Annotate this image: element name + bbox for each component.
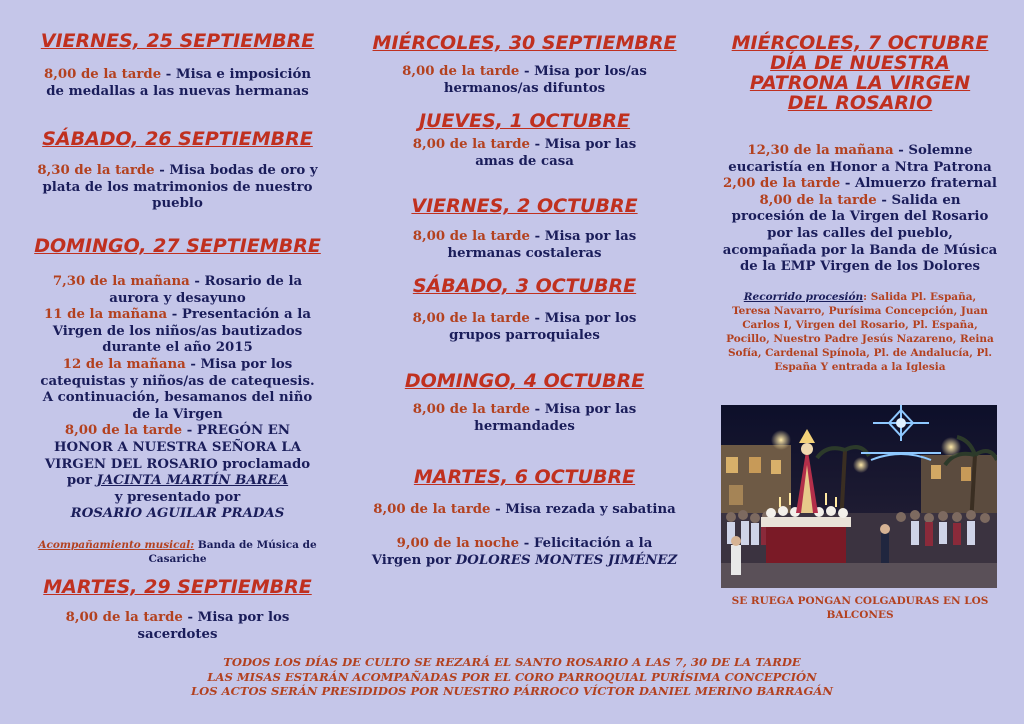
heading-martes-29: MARTES, 29 SEPTIEMBRE bbox=[43, 576, 312, 598]
event-viernes-25 bbox=[10, 67, 345, 100]
heading-line: MIÉRCOLES, 7 OCTUBRE bbox=[731, 32, 989, 54]
event-time: 2,00 de la tarde bbox=[723, 176, 841, 192]
event-time: 7,30 de la mañana bbox=[52, 274, 190, 289]
recorrido-text: Teresa Navarro, Purísima Concepción, Juan bbox=[732, 305, 988, 317]
event-martes-6-a bbox=[352, 502, 697, 519]
pregonera-name: JACINTA MARTÍN BAREA bbox=[96, 473, 289, 489]
event-time: 9,00 de la noche bbox=[396, 536, 520, 551]
procession-photo-illustration bbox=[721, 405, 997, 588]
heading-domingo-27: DOMINGO, 27 SEPTIEMBRE bbox=[34, 235, 321, 257]
event-text: y presentado por bbox=[114, 489, 241, 505]
event-text: - Almuerzo fraternal bbox=[840, 176, 997, 192]
heading-sabado-3: SÁBADO, 3 OCTUBRE bbox=[412, 275, 637, 297]
event-time: 8,00 de la tarde bbox=[759, 192, 877, 208]
event-time: 8,00 de la tarde bbox=[412, 137, 530, 152]
event-viernes-2 bbox=[352, 229, 697, 262]
event-text: - Misa bodas de oro y bbox=[154, 163, 318, 178]
felicitacion-name: DOLORES MONTES JIMÉNEZ bbox=[455, 552, 678, 568]
event-time: 12,30 de la mañana bbox=[747, 143, 894, 158]
event-text: plata de los matrimonios de nuestro bbox=[42, 179, 313, 195]
event-time: 11 de la mañana bbox=[44, 307, 168, 323]
event-text: por las calles del pueblo, bbox=[767, 225, 953, 241]
event-time: 8,00 de la tarde bbox=[412, 311, 530, 326]
event-text: - Misa por los bbox=[529, 311, 637, 326]
event-text: VIRGEN DEL ROSARIO proclamado bbox=[44, 456, 311, 472]
event-text: - Misa por los/as bbox=[519, 64, 647, 79]
event-time: 8,00 de la tarde bbox=[43, 67, 162, 82]
event-miercoles-30 bbox=[352, 64, 697, 97]
event-text: hermanos/as difuntos bbox=[443, 80, 606, 96]
notice-text: SE RUEGA PONGAN COLGADURAS EN LOS bbox=[731, 595, 989, 607]
footer-line: LOS ACTOS SERÁN PRESIDIDOS POR NUESTRO PÁRROCO VÍCTOR DANIEL MERINO BARRAGÁN bbox=[190, 684, 834, 699]
event-text: - Misa por las bbox=[529, 137, 637, 152]
recorrido-text: Sofía, Cardenal Spínola, Pl. de Andalucía, Pl. bbox=[727, 347, 993, 359]
event-text: de la Virgen bbox=[132, 406, 223, 422]
event-sabado-26 bbox=[10, 163, 345, 213]
acompanamiento-note bbox=[10, 538, 345, 566]
heading-domingo-4: DOMINGO, 4 OCTUBRE bbox=[404, 370, 645, 392]
event-text: Virgen por bbox=[371, 552, 456, 568]
event-text: - Misa e imposición bbox=[161, 67, 312, 82]
event-text: - Rosario de la bbox=[189, 274, 303, 289]
heading-line: PATRONA LA VIRGEN bbox=[749, 72, 971, 94]
event-text: - Misa por las bbox=[529, 402, 637, 417]
heading-miercoles-30: MIÉRCOLES, 30 SEPTIEMBRE bbox=[372, 32, 677, 54]
footer-line: TODOS LOS DÍAS DE CULTO SE REZARÁ EL SANTO ROSARIO A LAS 7, 30 DE LA TARDE bbox=[223, 655, 801, 669]
event-text: por bbox=[66, 473, 97, 489]
heading-sabado-26: SÁBADO, 26 SEPTIEMBRE bbox=[42, 128, 313, 150]
event-text: - Misa por los bbox=[182, 610, 290, 625]
event-martes-29 bbox=[10, 610, 345, 643]
event-text: A continuación, besamanos del niño bbox=[42, 390, 313, 406]
event-text: sacerdotes bbox=[137, 626, 218, 642]
event-time: 8,00 de la tarde bbox=[412, 229, 530, 244]
recorrido-text: España Y entrada a la Iglesia bbox=[774, 361, 946, 373]
heading-viernes-25: VIERNES, 25 SEPTIEMBRE bbox=[40, 30, 315, 52]
event-martes-6-b bbox=[352, 536, 697, 569]
event-text: - Misa por los bbox=[185, 356, 293, 372]
event-text: hermanas costaleras bbox=[447, 245, 602, 261]
footer-notes bbox=[0, 655, 1024, 699]
event-time: 12 de la mañana bbox=[62, 356, 186, 372]
heading-jueves-1: JUEVES, 1 OCTUBRE bbox=[418, 110, 631, 132]
event-time: 8,00 de la tarde bbox=[373, 502, 491, 517]
event-time: 8,00 de la tarde bbox=[412, 402, 530, 417]
heading-line: DÍA DE NUESTRA bbox=[770, 52, 950, 74]
event-text: grupos parroquiales bbox=[449, 327, 600, 343]
event-time: 8,00 de la tarde bbox=[65, 610, 183, 625]
footer-line: LAS MISAS ESTARÁN ACOMPAÑADAS POR EL CORO PARROQUIAL PURÍSIMA CONCEPCIÓN bbox=[207, 669, 817, 684]
event-text: - Misa por las bbox=[529, 229, 637, 244]
event-text: - Felicitación a la bbox=[519, 536, 653, 551]
event-text: HONOR A NUESTRA SEÑORA LA bbox=[53, 439, 302, 455]
event-text: de la EMP Virgen de los Dolores bbox=[739, 259, 981, 275]
event-time: 8,00 de la tarde bbox=[402, 64, 520, 79]
event-text: procesión de la Virgen del Rosario bbox=[731, 209, 989, 225]
acompanamiento-label: Acompañamiento musical: bbox=[38, 539, 195, 551]
event-text: acompañada por la Banda de Música bbox=[722, 242, 998, 258]
recorrido-text: Carlos I, Virgen del Rosario, Pl. España, bbox=[742, 319, 978, 331]
event-text: de medallas a las nuevas hermanas bbox=[46, 83, 309, 99]
acompanamiento-text: Casariche bbox=[148, 553, 207, 565]
heading-viernes-2: VIERNES, 2 OCTUBRE bbox=[411, 195, 638, 217]
event-jueves-1 bbox=[352, 137, 697, 170]
event-text: - PREGÓN EN bbox=[182, 423, 291, 439]
event-miercoles-7 bbox=[700, 143, 1020, 276]
heading-miercoles-7 bbox=[700, 33, 1020, 113]
event-text: - Salida en bbox=[876, 192, 961, 208]
event-text: Virgen de los niños/as bautizados bbox=[52, 323, 303, 339]
event-domingo-27 bbox=[10, 274, 345, 523]
procession-photo bbox=[721, 405, 997, 588]
recorrido-procesion bbox=[700, 290, 1020, 374]
event-text: - Presentación a la bbox=[167, 307, 311, 323]
acompanamiento-text: Banda de Música de bbox=[194, 539, 317, 551]
recorrido-text: Pocillo, Nuestro Padre Jesús Nazareno, Reina bbox=[726, 333, 994, 345]
event-text: - Misa rezada y sabatina bbox=[490, 502, 676, 517]
notice-text: BALCONES bbox=[826, 609, 894, 621]
presenter-name: ROSARIO AGUILAR PRADAS bbox=[70, 506, 285, 522]
colgaduras-notice bbox=[700, 594, 1020, 622]
event-text: eucaristía en Honor a Ntra Patrona bbox=[728, 159, 992, 175]
event-text: amas de casa bbox=[475, 153, 574, 169]
event-text: hermandades bbox=[474, 418, 575, 434]
recorrido-text: : Salida Pl. España, bbox=[863, 291, 977, 303]
event-text: pueblo bbox=[152, 196, 203, 212]
event-text: aurora y desayuno bbox=[109, 290, 246, 306]
event-time: 8,30 de la tarde bbox=[37, 163, 155, 178]
event-text: - Solemne bbox=[893, 143, 973, 158]
event-domingo-4 bbox=[352, 402, 697, 435]
heading-line: DEL ROSARIO bbox=[787, 92, 933, 114]
heading-martes-6: MARTES, 6 OCTUBRE bbox=[413, 466, 636, 488]
event-sabado-3 bbox=[352, 311, 697, 344]
event-text: durante el año 2015 bbox=[102, 340, 253, 356]
event-text: catequistas y niños/as de catequesis. bbox=[40, 373, 315, 389]
event-time: 8,00 de la tarde bbox=[64, 423, 183, 439]
recorrido-label: Recorrido procesión bbox=[743, 291, 864, 303]
